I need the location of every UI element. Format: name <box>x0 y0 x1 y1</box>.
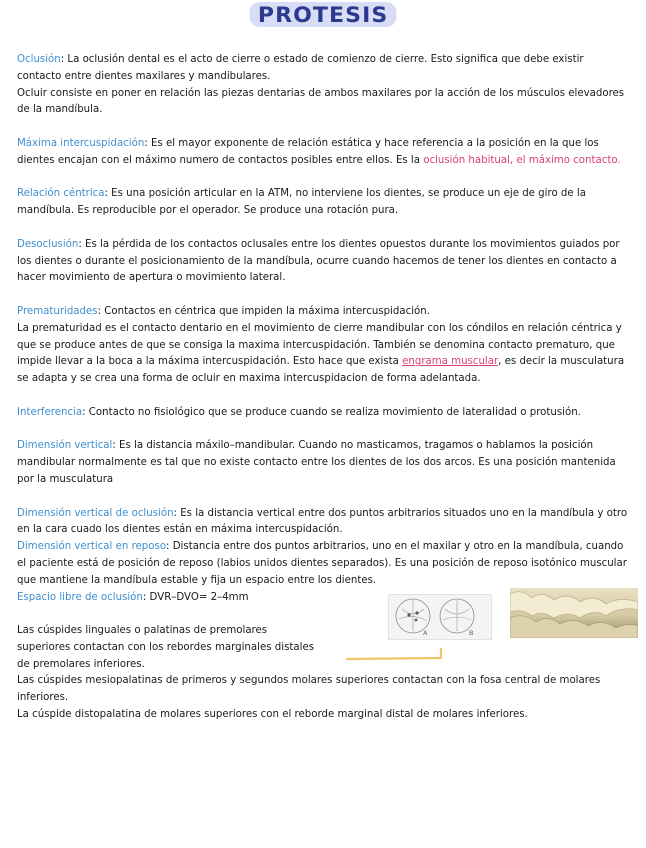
arrow-icon <box>345 646 447 670</box>
dvr-term: Dimensión vertical en reposo <box>17 541 167 553</box>
lower-teeth-shape <box>510 616 638 638</box>
maxima-highlight: oclusión habitual, el máximo contacto <box>423 154 618 166</box>
dimension-term: Dimensión vertical <box>17 440 113 452</box>
desoclusion-paragraph <box>17 237 629 287</box>
teeth-model-photo <box>510 588 638 638</box>
dvo-paragraph <box>17 506 629 540</box>
tooth-fissures-b <box>443 600 471 631</box>
arrow-icon-drawing <box>345 646 447 666</box>
prematuridad-text-end: , es decir la musculatura se adapta y se crea una forma de ocluir en maxima intercuspidacion de forma adelantada. <box>17 356 625 385</box>
teeth-model-drawing <box>510 588 638 638</box>
dvr-text: : Distancia entre dos puntos arbitrarios, uno en el maxilar y otro en la mandíbula, cuando el paciente está de posición de reposo (labios unidos dientes separados). Es una posición de reposo isotónico muscular que mantiene la mandíbula estable y fija un espacio entre los dientes. <box>17 541 627 586</box>
cuspide-distopalatina-paragraph: La cúspide distopalatina de molares superiores con el reborde marginal distal de molares inferiores. <box>17 709 528 721</box>
espacio-term: Espacio libre de oclusión <box>17 591 143 603</box>
prematuridades-term: Prematuridades <box>17 305 98 317</box>
dvo-text: : Es la distancia vertical entre dos puntos arbitrarios situados uno en la mandíbula y otro en la cara cuado los dientes están en máxima intercuspidación. <box>17 507 628 536</box>
upper-teeth-shape <box>510 592 638 618</box>
contact-dot-2 <box>415 611 418 614</box>
dvo-term: Dimensión vertical de oclusión <box>17 507 174 519</box>
prematuridad-paragraph <box>17 321 629 388</box>
maxima-paragraph <box>17 136 629 170</box>
dimension-text: : Es la distancia máxilo–mandibular. Cuando no masticamos, tragamos o hablamos la posición mandibular normalmente es tal que no existe contacto entre los dientes de los dos arcos. Es una posición mantenida por la musculatura <box>17 440 616 485</box>
oclusion-paragraph <box>17 52 629 86</box>
cuspides-mesiopalatinas-paragraph: Las cúspides mesiopalatinas de primeros y segundos molares superiores contactan con la fosa central de molares inferiores. <box>17 675 601 704</box>
desoclusion-term: Desoclusión <box>17 238 79 250</box>
cuspides-premolares-paragraph: Las cúspides linguales o palatinas de premolares superiores contactan con los rebordes marginales distales de premolares inferiores. <box>17 625 315 670</box>
contact-dot-1 <box>407 613 410 616</box>
interferencia-paragraph <box>17 405 629 422</box>
ocluir-paragraph <box>17 86 629 120</box>
prematuridad-text: La prematuridad es el contacto dentario en el movimiento de cierre mandibular con los cóndilos en relación céntrica y que se produce antes de que se consiga la maxima intercuspidación. También se denomina contacto prematuro, que impide llevar a la boca a la máxima intercuspidación. Esto hace que exista <box>17 322 622 368</box>
maxima-end: . <box>617 154 621 166</box>
occlusal-diagram-drawing <box>389 595 491 639</box>
relacion-term: Relación céntrica <box>17 188 105 200</box>
page-title-text: PROTESIS <box>249 2 396 27</box>
interferencia-term: Interferencia <box>17 406 83 418</box>
ocluir-text: Ocluir consiste en poner en relación las piezas dentarias de ambos maxilares por la acción de los músculos elevadores de la mandíbula. <box>17 87 625 116</box>
engrama-highlight: engrama muscular <box>402 356 499 368</box>
oclusion-term: Oclusión <box>17 54 61 65</box>
prematuridades-paragraph <box>17 304 629 321</box>
maxima-term: Máxima intercuspidación <box>17 137 145 149</box>
occlusal-diagram-image <box>388 594 492 640</box>
espacio-text: : DVR–DVO= 2–4mm <box>142 591 249 603</box>
interferencia-text: : Contacto no fisiológico que se produce cuando se realiza movimiento de lateralidad o protusión. <box>82 406 581 418</box>
tooth-fissures-a <box>399 600 427 631</box>
relacion-text: : Es una posición articular en la ATM, no interviene los dientes, se produce un eje de giro de la mandíbula. Es reproducible por el operador. Se produce una rotación pura. <box>17 188 586 217</box>
relacion-paragraph <box>17 186 629 220</box>
maxima-text: : Es el mayor exponente de relación estática y hace referencia a la posición en la que los dientes encajan con el máximo numero de contactos posibles entre ellos. Es la <box>17 137 599 166</box>
dimension-paragraph <box>17 438 629 488</box>
dvr-paragraph <box>17 539 629 589</box>
diagram-label-a: A <box>423 629 428 637</box>
page-title <box>0 2 646 27</box>
oclusion-text: : La oclusión dental es el acto de cierre o estado de comienzo de cierre. Esto significa que debe existir contacto entre dientes maxilares y mandibulares. <box>17 54 584 82</box>
contact-dot-3 <box>415 619 418 622</box>
desoclusion-text: : Es la pérdida de los contactos oclusales entre los dientes opuestos durante los movimientos guiados por los dientes o durante el posicionamiento de la mandíbula, ocurre cuando hacemos de tener los dientes en contacto a hacer movimiento de apertura o movimiento lateral. <box>17 238 620 284</box>
prematuridades-text: : Contactos en céntrica que impiden la máxima intercuspidación. <box>97 305 430 317</box>
diagram-label-b: B <box>469 629 474 637</box>
